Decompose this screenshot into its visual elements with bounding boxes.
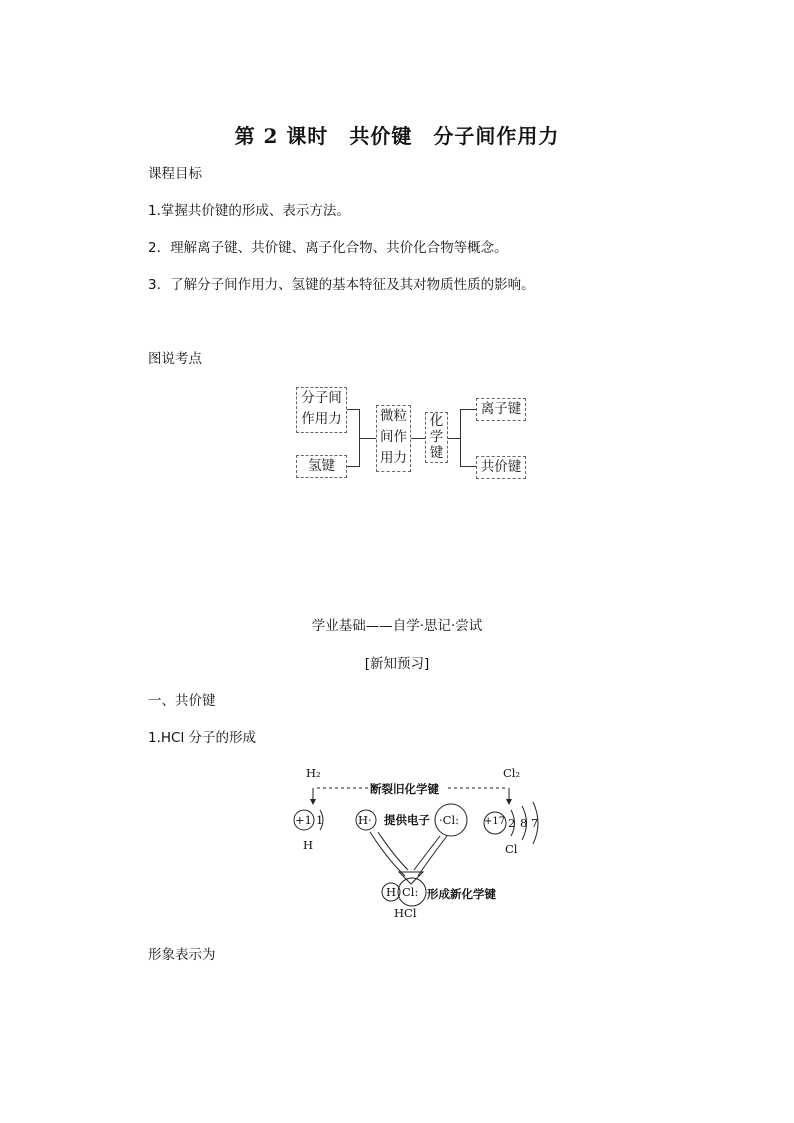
heading-hcl-formation: 1.HCl 分子的形成 xyxy=(148,730,256,746)
box-ionic-bond: 离子键 xyxy=(476,398,526,421)
label-h: H xyxy=(303,838,314,852)
box-interparticle-force: 微粒 间作 用力 xyxy=(376,405,411,472)
section-subtitle: [新知预习] xyxy=(364,656,430,672)
hcl-cl: Cl: xyxy=(402,885,419,899)
page-title: 第 2 课时 共价键 分子间作用力 xyxy=(234,124,560,148)
hcl-h: H xyxy=(386,885,397,899)
footer-text: 形象表示为 xyxy=(148,947,216,963)
label-h2: H₂ xyxy=(306,766,321,780)
label-cl2: Cl₂ xyxy=(503,766,521,780)
goals-heading: 课程目标 xyxy=(148,166,202,182)
box-chemical-bond: 化 学 键 xyxy=(425,412,448,463)
box-covalent-bond: 共价键 xyxy=(476,456,526,479)
h-shell: 1 xyxy=(316,813,324,827)
box-intermolecular-force: 分子间 作用力 xyxy=(296,387,347,433)
heading-covalent-bond: 一、共价键 xyxy=(148,693,216,709)
label-form-bond: 形成新化学键 xyxy=(427,887,496,901)
goal-item-3: 3．了解分子间作用力、氢键的基本特征及其对物质性质的影响。 xyxy=(148,277,535,293)
label-provide-electron: 提供电子 xyxy=(384,813,430,827)
h-dot: H· xyxy=(358,813,372,827)
cl-shell-2: 8 xyxy=(520,816,528,830)
concept-map-heading: 图说考点 xyxy=(148,351,202,367)
box-hydrogen-bond: 氢键 xyxy=(296,455,347,478)
cl-shell-3: 7 xyxy=(531,816,539,830)
section-title: 学业基础——自学·思记·尝试 xyxy=(311,618,483,634)
cl-dot: ·Cl: xyxy=(439,813,460,827)
label-cl: Cl xyxy=(505,842,518,856)
goal-item-2: 2．理解离子键、共价键、离子化合物、共价化合物等概念。 xyxy=(148,240,508,256)
cl-shell-1: 2 xyxy=(508,816,516,830)
cl-nucleus: +17 xyxy=(484,816,506,827)
label-break-bond: 断裂旧化学键 xyxy=(370,782,439,796)
label-hcl: HCl xyxy=(394,906,417,920)
h-nucleus: +1 xyxy=(295,813,312,827)
goal-item-1: 1.掌握共价键的形成、表示方法。 xyxy=(148,203,350,219)
